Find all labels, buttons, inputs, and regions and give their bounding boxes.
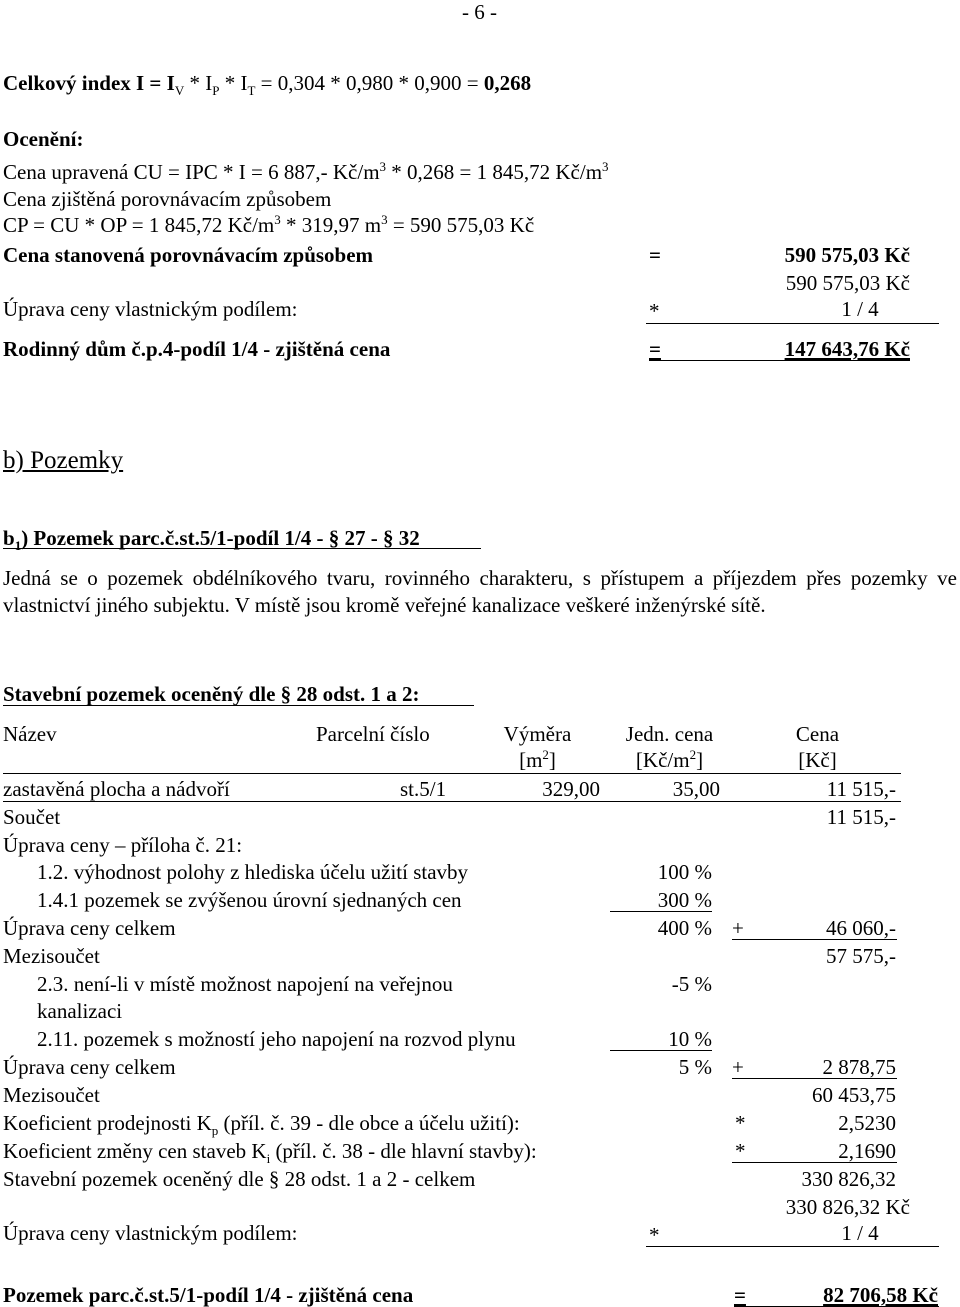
mezi2-value: 60 453,75 bbox=[812, 1083, 896, 1107]
jedn-unit-sup: 2 bbox=[689, 747, 697, 762]
cena-upravena-line bbox=[3, 160, 609, 184]
vymera-unit-a: [m bbox=[519, 748, 543, 772]
vymera-unit-b: ] bbox=[548, 748, 556, 772]
item-141-pct: 300 % bbox=[657, 888, 712, 912]
cp-text-a: CP = CU * OP = 1 845,72 Kč/m bbox=[3, 213, 275, 237]
cena-stanovena-label: Cena stanovená porovnávacím způsobem bbox=[3, 243, 374, 267]
row-vymera: 329,00 bbox=[542, 777, 600, 801]
underline-stavebni bbox=[3, 705, 474, 706]
divider-podil bbox=[646, 1246, 939, 1247]
cu-sup1: 3 bbox=[379, 159, 387, 174]
row-parcel: st.5/1 bbox=[400, 777, 447, 801]
ki-line bbox=[3, 1139, 537, 1167]
celkem-value-kc: 330 826,32 Kč bbox=[785, 1195, 910, 1219]
kp-op: * bbox=[735, 1111, 746, 1135]
index-v-sub: V bbox=[174, 83, 185, 99]
mezi2-label: Mezisoučet bbox=[3, 1083, 100, 1107]
th-cena-unit: [Kč] bbox=[798, 748, 837, 772]
podil-op: * bbox=[649, 1223, 660, 1247]
th-vymera: Výměra bbox=[503, 722, 572, 746]
mezi1-value: 57 575,- bbox=[826, 944, 896, 968]
th-jedn-unit bbox=[612, 748, 727, 772]
cu-sup2: 3 bbox=[602, 159, 609, 174]
final-op: = bbox=[734, 1283, 746, 1307]
cp-text-b: * 319,97 m bbox=[280, 213, 382, 237]
uprava-podil-op: * bbox=[649, 299, 660, 323]
divider-ki bbox=[732, 1162, 897, 1163]
kp-line bbox=[3, 1111, 520, 1139]
soucet-label: Součet bbox=[3, 805, 61, 829]
priloha-label: Úprava ceny – příloha č. 21: bbox=[3, 833, 243, 857]
cp-sup1: 3 bbox=[274, 212, 281, 227]
kp-value: 2,5230 bbox=[838, 1111, 896, 1135]
ki-text-a: Koeficient změny cen staveb K bbox=[3, 1139, 267, 1163]
celkem-label: Stavební pozemek oceněný dle § 28 odst. 1 a 2 - celkem bbox=[3, 1167, 476, 1191]
rodinny-dum-value: 147 643,76 Kč bbox=[784, 337, 910, 361]
divider-celkem2 bbox=[732, 1078, 897, 1079]
item-23-a: 2.3. není-li v místě možnost napojení na veřejnou bbox=[37, 972, 453, 996]
uprava-podil-value: 1 / 4 bbox=[841, 297, 879, 321]
celkem1-value: 46 060,- bbox=[826, 916, 896, 940]
th-parcelni: Parcelní číslo bbox=[316, 722, 430, 746]
item-12: 1.2. výhodnost polohy z hlediska účelu užití stavby bbox=[37, 860, 469, 884]
kp-sub: p bbox=[211, 1123, 219, 1139]
index-star1: * I bbox=[184, 71, 213, 95]
celkem2-pct: 5 % bbox=[678, 1055, 712, 1079]
ki-text-b: (příl. č. 38 - dle hlavní stavby): bbox=[270, 1139, 537, 1163]
sub-1: 1 bbox=[14, 538, 22, 554]
vymera-unit-sup: 2 bbox=[542, 747, 549, 762]
stavebni-heading: Stavební pozemek oceněný dle § 28 odst. 1 a 2: bbox=[3, 682, 420, 706]
th-cena: Cena bbox=[795, 722, 840, 746]
kp-text-a: Koeficient prodejnosti K bbox=[3, 1111, 212, 1135]
sub-b: b bbox=[3, 526, 15, 550]
repeat-value: 590 575,03 Kč bbox=[785, 271, 910, 295]
table-header-divider bbox=[3, 773, 901, 774]
index-values: = 0,304 * 0,980 * 0,900 = bbox=[255, 71, 484, 95]
row-divider bbox=[3, 801, 901, 802]
pozemek-subheading bbox=[3, 526, 420, 554]
th-nazev: Název bbox=[3, 722, 57, 746]
item-12-pct: 100 % bbox=[657, 860, 712, 884]
th-vymera-unit bbox=[490, 748, 585, 772]
th-jedn: Jedn. cena bbox=[625, 722, 714, 746]
celkovy-index-line bbox=[3, 71, 532, 99]
cp-line bbox=[3, 213, 534, 237]
sub-title: ) Pozemek parc.č.st.5/1-podíl 1/4 - § 27 - § 32 bbox=[21, 526, 420, 550]
jedn-unit-a: [Kč/m bbox=[635, 748, 690, 772]
uprava-podil-label: Úprava ceny vlastnickým podílem: bbox=[3, 297, 298, 321]
celkem2-value: 2 878,75 bbox=[822, 1055, 896, 1079]
row-nazev: zastavěná plocha a nádvoří bbox=[3, 777, 230, 801]
oceneni-heading: Ocenění: bbox=[3, 127, 84, 151]
divider-141 bbox=[610, 911, 712, 912]
cena-stanovena-value: 590 575,03 Kč bbox=[784, 243, 910, 267]
item-211: 2.11. pozemek s možností jeho napojení na rozvod plynu bbox=[37, 1027, 516, 1051]
row-jedn: 35,00 bbox=[672, 777, 720, 801]
podil-label: Úprava ceny vlastnickým podílem: bbox=[3, 1221, 298, 1245]
divider-uprava bbox=[646, 323, 939, 324]
celkem2-op: + bbox=[732, 1055, 744, 1079]
kp-text-b: (příl. č. 39 - dle obce a účelu užití): bbox=[218, 1111, 520, 1135]
ki-sub: i bbox=[266, 1151, 271, 1167]
pozemky-heading: b) Pozemky bbox=[3, 447, 124, 474]
divider-celkem1 bbox=[732, 939, 897, 940]
row-cena: 11 515,- bbox=[826, 777, 896, 801]
item-23-pct: -5 % bbox=[671, 972, 712, 996]
underline-pozemek bbox=[3, 548, 481, 549]
ki-value: 2,1690 bbox=[838, 1139, 896, 1163]
index-p-sub: P bbox=[212, 83, 220, 99]
podil-value: 1 / 4 bbox=[841, 1221, 879, 1245]
divider-211 bbox=[610, 1050, 712, 1051]
jedn-unit-b: ] bbox=[696, 748, 704, 772]
pozemek-description: Jedná se o pozemek obdélníkového tvaru, rovinného charakteru, s přístupem a příjezdem přes pozemky ve vlastnictví jiného subjektu. V místě jsou kromě veřejné kanalizace veškeré inženýrské sítě. bbox=[3, 566, 957, 617]
final-value: 82 706,58 Kč bbox=[823, 1283, 938, 1307]
rodinny-dum-op: = bbox=[649, 337, 661, 361]
cp-text-c: = 590 575,03 Kč bbox=[387, 213, 535, 237]
cena-stanovena-op: = bbox=[649, 243, 661, 267]
soucet-value: 11 515,- bbox=[826, 805, 896, 829]
cena-zjistena-line: Cena zjištěná porovnávacím způsobem bbox=[3, 187, 332, 211]
celkem1-pct: 400 % bbox=[657, 916, 712, 940]
cu-text-b: * 0,268 = 1 845,72 Kč/m bbox=[386, 160, 603, 184]
item-141: 1.4.1 pozemek se zvýšenou úrovní sjednaných cen bbox=[37, 888, 462, 912]
celkem2-label: Úprava ceny celkem bbox=[3, 1055, 176, 1079]
final-label: Pozemek parc.č.st.5/1-podíl 1/4 - zjištěná cena bbox=[3, 1283, 414, 1307]
cu-text-a: Cena upravená CU = IPC * I = 6 887,- Kč/m bbox=[3, 160, 380, 184]
rodinny-dum-label: Rodinný dům č.p.4-podíl 1/4 - zjištěná cena bbox=[3, 337, 391, 361]
ki-op: * bbox=[735, 1139, 746, 1163]
cp-sup2: 3 bbox=[381, 212, 388, 227]
underline-rd bbox=[649, 360, 910, 361]
item-23-b: kanalizaci bbox=[37, 999, 123, 1023]
item-211-pct: 10 % bbox=[668, 1027, 712, 1051]
index-result: 0,268 bbox=[483, 71, 532, 95]
celkem1-label: Úprava ceny celkem bbox=[3, 916, 176, 940]
index-label: Celkový index I = I bbox=[3, 71, 175, 95]
index-star2: * I bbox=[219, 71, 248, 95]
index-t-sub: T bbox=[247, 83, 256, 99]
mezi1-label: Mezisoučet bbox=[3, 944, 100, 968]
celkem-value: 330 826,32 bbox=[801, 1167, 896, 1191]
page-number: - 6 - bbox=[462, 0, 497, 24]
celkem1-op: + bbox=[732, 916, 744, 940]
